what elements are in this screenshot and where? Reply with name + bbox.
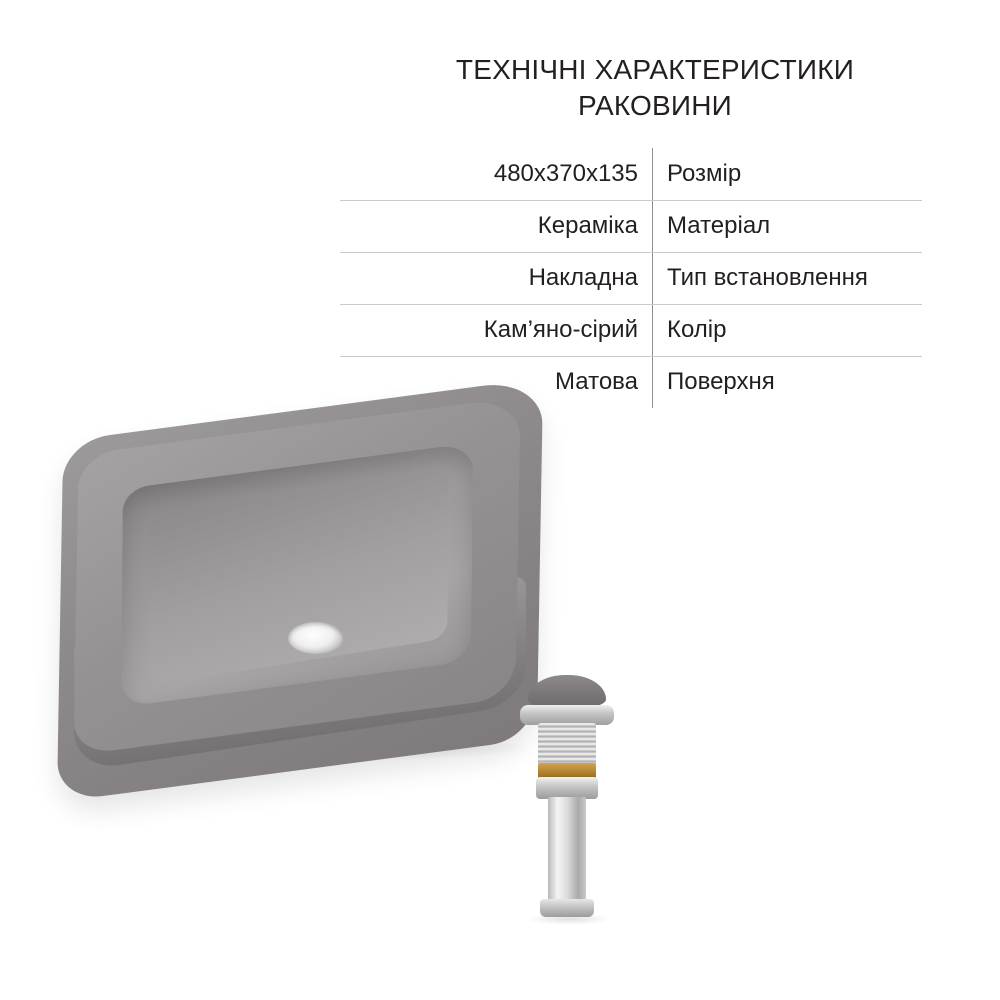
page-title-line-2: РАКОВИНИ: [577, 90, 732, 121]
spec-label: Поверхня: [667, 368, 775, 396]
valve-collar: [520, 705, 614, 725]
table-row: [340, 252, 922, 304]
spec-value: 480x370x135: [340, 148, 653, 200]
ceramic-vessel-sink-image: [60, 410, 560, 790]
spec-value: Кераміка: [340, 200, 653, 252]
spec-label: Матеріал: [653, 200, 923, 252]
spec-label: Тип встановлення: [653, 252, 923, 304]
product-image-area: [0, 400, 1000, 1000]
spec-value: Накладна: [340, 252, 653, 304]
valve-tailpiece-tube: [548, 797, 586, 905]
table-row: [340, 148, 922, 200]
valve-cap: [528, 675, 606, 709]
sink-basin: [121, 443, 473, 707]
valve-lock-nut: [536, 777, 598, 799]
spec-label: Розмір: [653, 148, 923, 200]
spec-value: Кам’яно-сірий: [340, 304, 653, 356]
spec-value: Матова: [340, 356, 653, 408]
specifications-table: [340, 148, 922, 408]
sink-drain-hole: [288, 622, 344, 654]
valve-tube-end: [540, 899, 594, 917]
page-title: [340, 52, 940, 124]
table-row: [340, 304, 922, 356]
page-title-line-1: ТЕХНІЧНІ ХАРАКТЕРИСТИКИ: [455, 54, 855, 85]
sink-basin-floor: [147, 468, 449, 686]
specifications-block: [340, 52, 940, 408]
table-row: [340, 200, 922, 252]
spec-label: Колір: [653, 304, 923, 356]
pop-up-drain-valve-image: [512, 675, 622, 925]
valve-threaded-shank: [538, 723, 596, 767]
